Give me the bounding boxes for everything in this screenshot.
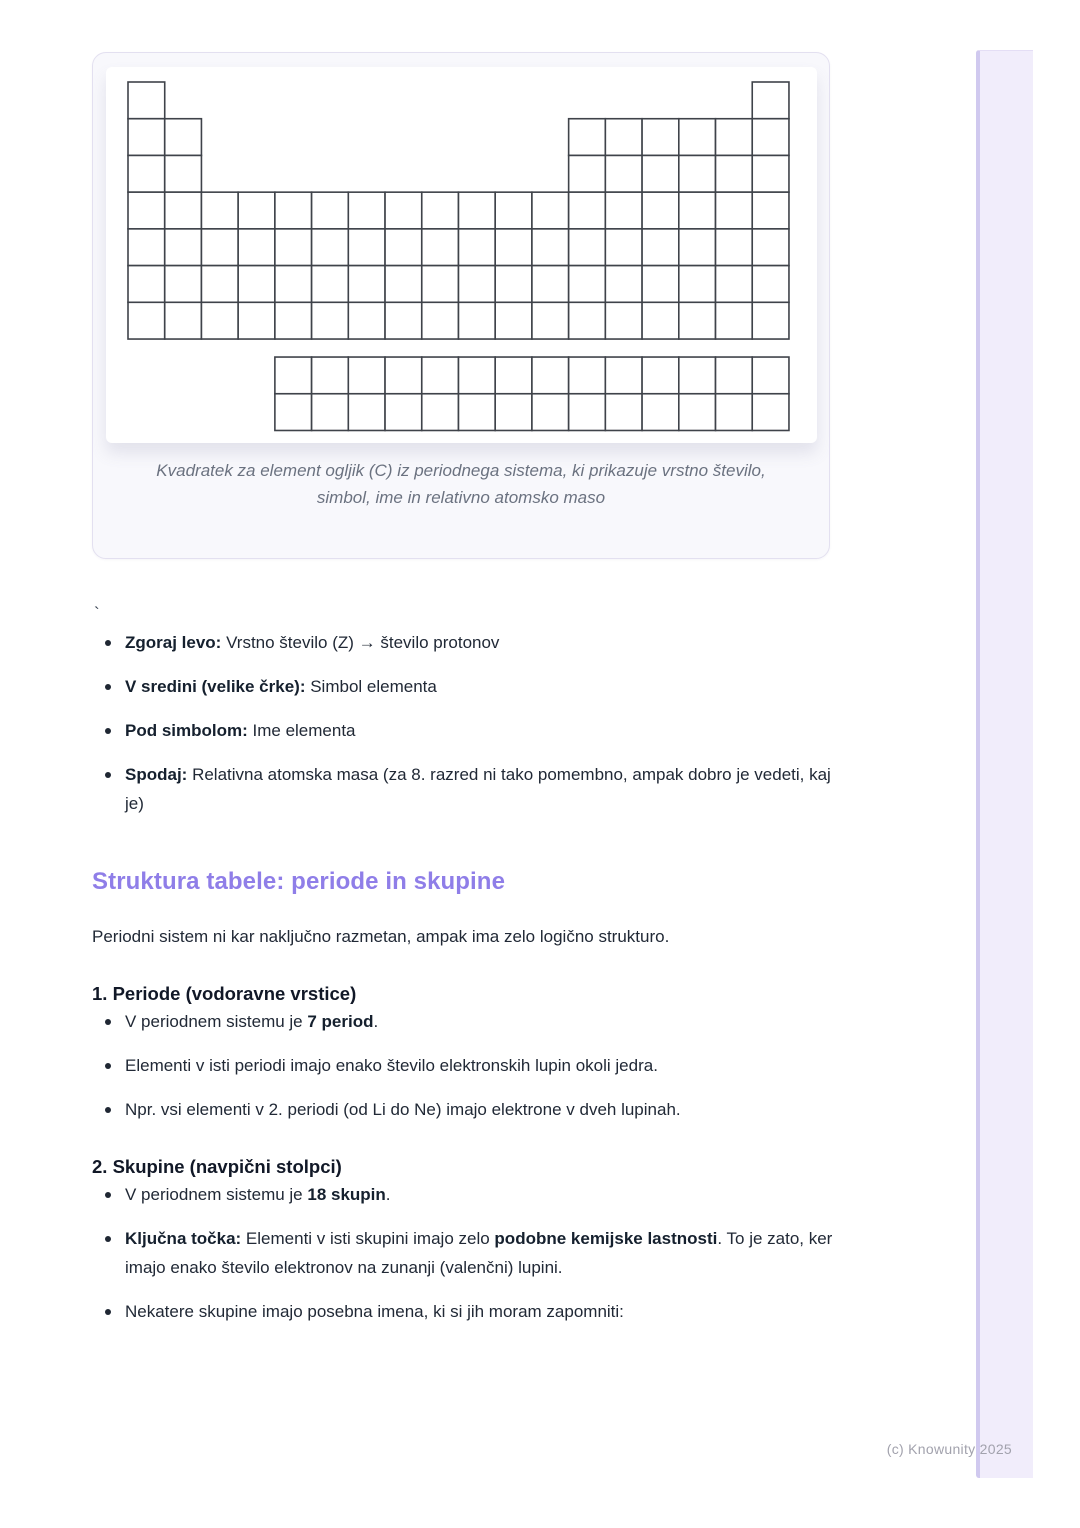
list-item	[92, 672, 835, 701]
periodic-table-grid	[106, 67, 817, 443]
page-content	[92, 0, 832, 1341]
subsection-title-periods: 1. Periode (vodoravne vrstice)	[92, 983, 357, 1004]
copyright: (c) Knowunity 2025	[886, 1441, 1012, 1457]
periodic-table-image	[106, 67, 817, 443]
subsection-title-groups: 2. Skupine (navpični stolpci)	[92, 1156, 342, 1177]
groups-list	[92, 1180, 835, 1326]
text: .	[373, 1012, 379, 1031]
text: .	[385, 1185, 391, 1204]
list-item	[92, 1224, 835, 1282]
bold-text: Pod simbolom:	[125, 721, 248, 740]
bold-text: podobne kemijske lastnosti	[494, 1229, 718, 1248]
stray-backtick: `	[94, 604, 100, 623]
list-item	[92, 760, 835, 818]
text: . To je zato, ker imajo enako število elektronov na zunanji (valenčni) lupini.	[125, 1229, 833, 1277]
list-item	[92, 1051, 835, 1080]
bold-text: V sredini (velike črke):	[125, 677, 306, 696]
list-item	[92, 716, 835, 745]
list-item	[92, 1180, 835, 1209]
text: Elementi v isti skupini imajo zelo	[241, 1229, 495, 1248]
intro-paragraph: Periodni sistem ni kar naključno razmetan, ampak ima zelo logično strukturo.	[92, 927, 670, 946]
bold-text: Ključna točka:	[125, 1229, 242, 1248]
text: Ime elementa	[247, 721, 356, 740]
list-item	[92, 1297, 835, 1326]
text: Relativna atomska masa (za 8. razred ni tako pomembno, ampak dobro je vedeti, kaj je)	[125, 765, 831, 813]
text: Vrstno število (Z) → število protonov	[221, 633, 500, 652]
periods-list	[92, 1007, 835, 1124]
text: Elementi v isti periodi imajo enako število elektronskih lupin okoli jedra.	[125, 1056, 658, 1075]
next-page-preview[interactable]	[976, 50, 1033, 1478]
bold-text: 18 skupin	[307, 1185, 386, 1204]
bold-text: 7 period	[307, 1012, 374, 1031]
list-item	[92, 1007, 835, 1036]
figure-caption: Kvadratek za element ogljik (C) iz periodnega sistema, ki prikazuje vrstno število, simbol, ime in relativno atomsko maso	[156, 461, 766, 507]
text: Npr. vsi elementi v 2. periodi (od Li do Ne) imajo elektrone v dveh lupinah.	[125, 1100, 681, 1119]
bold-text: Zgoraj levo:	[125, 633, 222, 652]
text: Simbol elementa	[305, 677, 437, 696]
text: Nekatere skupine imajo posebna imena, ki si jih moram zapomniti:	[125, 1302, 624, 1321]
text: V periodnem sistemu je	[125, 1185, 308, 1204]
element-box-anatomy-list	[92, 628, 835, 818]
periodic-table-figure	[92, 52, 830, 559]
bold-text: Spodaj:	[125, 765, 188, 784]
list-item	[92, 1095, 835, 1124]
list-item	[92, 628, 835, 657]
text: V periodnem sistemu je	[125, 1012, 308, 1031]
section-heading: Struktura tabele: periode in skupine	[92, 868, 506, 895]
